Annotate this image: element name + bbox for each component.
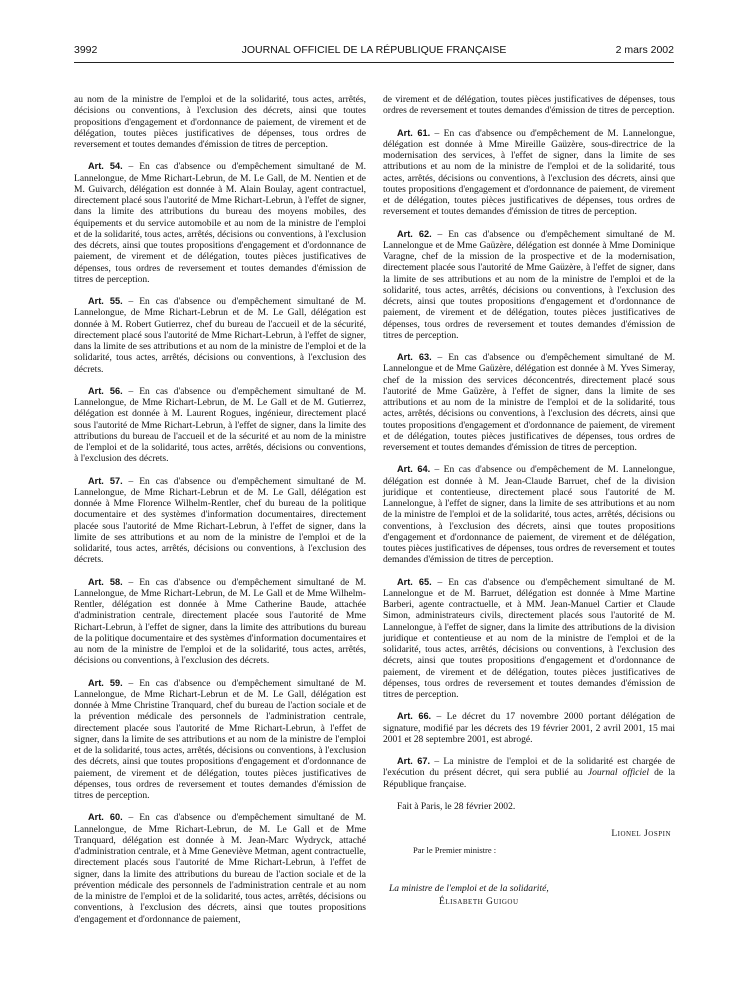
article-61: Art. 61. – En cas d'absence ou d'empêchement de M. Lannelongue, délégation est donnée à Mme Mireille Gaüzère, sous-directrice de la modernisation des services, à l'effet de signer, dans la limite de ses attributions et au nom de la ministre de l'emploi et de la solidarité, tous actes, arrêtés, décisions ou conventions, à l'exclusion des décrets, ainsi que toutes propositions d'engagement et d'ordonnance de paiement, de virement et de délégation, toutes pièces justificatives de dépenses, tous ordres de reversement et toutes demandes d'émission de titres de perception.	[383, 127, 675, 218]
left-column	[74, 94, 366, 936]
page-number: 3992	[74, 44, 98, 56]
article-label: Art. 55.	[88, 296, 123, 306]
article-label: Art. 57.	[88, 475, 123, 486]
par-le-premier-ministre: Par le Premier ministre :	[413, 845, 497, 856]
header-rule	[74, 62, 674, 63]
minister-signature: Élisabeth Guigou	[439, 895, 519, 907]
right-column	[383, 94, 675, 907]
page-header	[74, 44, 674, 60]
article-60: Art. 60. – En cas d'absence ou d'empêchement simultané de M. Lannelongue, de Mme Richart-Lebrun, de M. Le Gall et de Mme Tranquard, délégation est donnée à M. Jean-Marc Wydryck, attaché d'administration centrale, et à Mme Geneviève Metman, agent contractuelle, directement placés sous l'autorité de Mme Richart-Lebrun, à l'effet de signer, dans la limite des attributions du bureau de l'action sociale et de la prévention médicale des personnels de l'administration centrale et au nom de la ministre de l'emploi et de la solidarité, tous actes, arrêtés, décisions ou conventions, à l'exclusion des décrets, ainsi que toutes propositions d'engagement et d'ordonnance de paiement,	[74, 812, 366, 925]
article-label: Art. 67.	[397, 756, 431, 766]
article-label: Art. 56.	[88, 385, 123, 396]
article-label: Art. 66.	[397, 711, 432, 722]
article-label: Art. 62.	[397, 228, 432, 239]
article-label: Art. 58.	[88, 576, 123, 587]
article-55: Art. 55. – En cas d'absence ou d'empêchement simultané de M. Lannelongue, de Mme Richart-Lebrun et de M. Le Gall, délégation est donnée à M. Robert Gutierrez, chef du bureau de l'accueil et de la sécurité, directement placé sous l'autorité de Mme Richart-Lebrun, à l'effet de signer, dans la limite de ses attributions et au nom de la ministre de l'emploi et de la solidarité, tous actes, arrêtés, décisions ou conventions, à l'exclusion des décrets.	[74, 296, 366, 375]
article-paragraph: de virement et de délégation, toutes pièces justificatives de dépenses, tous ordres de reversement et toutes demandes d'émission de titres de perception.	[383, 94, 675, 117]
journal-officiel-italic: Journal officiel	[587, 767, 650, 779]
article-label: Art. 65.	[397, 576, 432, 587]
article-label: Art. 60.	[88, 812, 123, 823]
article-62: Art. 62. – En cas d'absence ou d'empêchement simultané de M. Lannelongue et de Mme Gaüzère, délégation est donnée à Mme Dominique Varagne, chef de la mission de la prospective et de la modernisation, directement placée sous l'autorité de Mme Gaüzère, à l'effet de signer, dans la limite de ses attributions et au nom de la ministre de l'emploi et de la solidarité, tous actes, arrêtés, décisions ou conventions, à l'exclusion des décrets, ainsi que toutes propositions d'engagement et d'ordonnance de paiement, de virement et de délégation, toutes pièces justificatives de dépenses, tous ordres de reversement et toutes demandes d'émission de titres de perception.	[383, 228, 675, 341]
issue-date: 2 mars 2002	[615, 44, 674, 56]
article-56: Art. 56. – En cas d'absence ou d'empêchement simultané de M. Lannelongue, de Mme Richart-Lebrun, de M. Le Gall et de M. Gutierrez, délégation est donnée à M. Laurent Rogues, ingénieur, directement placé sous l'autorité de Mme Richart-Lebrun, à l'effet de signer, dans la limite des attributions du bureau de l'accueil et de la sécurité et au nom de la ministre de l'emploi et de la solidarité, tous actes, arrêtés, décisions ou conventions, à l'exclusion des décrets.	[74, 385, 366, 465]
article-paragraph: au nom de la ministre de l'emploi et de la solidarité, tous actes, arrêtés, décisions ou conventions, à l'exclusion des décrets, ainsi que toutes propositions d'engagement et d'ordonnance de paiement, de virement et de délégation, toutes pièces justificatives de dépenses, tous ordres de reversement et toutes demandes d'émission de titres de perception.	[74, 94, 366, 150]
article-label: Art. 64.	[397, 464, 431, 475]
minister-title: La ministre de l'emploi et de la solidarité,	[389, 882, 549, 894]
article-54: Art. 54. – En cas d'absence ou d'empêchement simultané de M. Lannelongue, de Mme Richart-Lebrun, de M. Le Gall, de M. Nentien et de M. Guivarch, délégation est donnée à M. Alain Boulay, agent contractuel, directement placé sous l'autorité de Mme Richart-Lebrun, à l'effet de signer, dans la limite des attributions du bureau des moyens mobiles, des équipements et du service automobile et au nom de la ministre de l'emploi et de la solidarité, tous actes, arrêtés, décisions ou conventions, à l'exclusion des décrets, ainsi que toutes propositions d'engagement et d'ordonnance de paiement, de virement et de délégation, toutes pièces justificatives de dépenses, tous ordres de reversement et toutes demandes d'émission de titres de perception.	[74, 161, 366, 285]
article-label: Art. 59.	[88, 677, 123, 688]
prime-minister-signature: Lionel Jospin	[611, 828, 671, 839]
fait-a-paris: Fait à Paris, le 28 février 2002.	[397, 800, 516, 812]
journal-title: JOURNAL OFFICIEL DE LA RÉPUBLIQUE FRANÇAISE	[241, 44, 507, 56]
article-label: Art. 61.	[397, 127, 431, 138]
article-label: Art. 63.	[397, 352, 432, 362]
article-63: Art. 63. – En cas d'absence ou d'empêchement simultané de M. Lannelongue et de Mme Gaüzère, délégation est donnée à M. Yves Simeray, chef de la mission des services déconcentrés, directement placé sous l'autorité de Mme Gaüzère, à l'effet de signer, dans la limite de ses attributions et au nom de la ministre de l'emploi et de la solidarité, tous actes, arrêtés, décisions ou conventions, à l'exclusion des décrets, ainsi que toutes propositions d'engagement et d'ordonnance de paiement, de virement et de délégation, toutes pièces justificatives de dépenses, tous ordres de reversement et toutes demandes d'émission de titres de perception.	[383, 352, 675, 453]
article-66: Art. 66. – Le décret du 17 novembre 2000 portant délégation de signature, modifié par les décrets des 19 février 2001, 2 avril 2001, 15 mai 2001 et 28 septembre 2001, est abrogé.	[383, 711, 675, 745]
article-65: Art. 65. – En cas d'absence ou d'empêchement simultané de M. Lannelongue et de M. Barruet, délégation est donnée à Mme Martine Barberi, agente contractuelle, et à MM. Jean-Manuel Cartier et Claude Simon, administrateurs civils, directement placés sous l'autorité de M. Lannelongue, à l'effet de signer, dans la limite des attributions de la division juridique et contentieuse et au nom de la ministre de l'emploi et de la solidarité, tous actes, arrêtés, décisions ou conventions, à l'exclusion des décrets, ainsi que toutes propositions d'engagement et d'ordonnance de paiement, de virement et de délégation, toutes pièces justificatives de dépenses, tous ordres de reversement et toutes demandes d'émission de titres de perception.	[383, 576, 675, 700]
article-59: Art. 59. – En cas d'absence ou d'empêchement simultané de M. Lannelongue, de Mme Richart-Lebrun et de M. Le Gall, délégation est donnée à Mme Christine Tranquard, chef du bureau de l'action sociale et de la prévention médicale des personnels de l'administration centrale, directement placée sous l'autorité de Mme Richart-Lebrun, à l'effet de signer, dans la limite de ses attributions et au nom de la ministre de l'emploi et de la solidarité, tous actes, arrêtés, décisions ou conventions, à l'exclusion des décrets, ainsi que toutes propositions d'engagement et d'ordonnance de paiement, de virement et de délégation, toutes pièces justificatives de dépenses, tous ordres de reversement et toutes demandes d'émission de titres de perception.	[74, 677, 366, 801]
article-57: Art. 57. – En cas d'absence ou d'empêchement simultané de M. Lannelongue, de Mme Richart-Lebrun et de M. Le Gall, délégation est donnée à Mme Florence Wilhelm-Rentler, chef du bureau de la politique documentaire et des systèmes d'information documentaires, directement placée sous l'autorité de Mme Richart-Lebrun, à l'effet de signer, dans la limite de ses attributions et au nom de la ministre de l'emploi et de la solidarité, tous actes, arrêtés, décisions ou conventions, à l'exclusion des décrets.	[74, 475, 366, 566]
article-label: Art. 54.	[88, 161, 123, 172]
article-58: Art. 58. – En cas d'absence ou d'empêchement simultané de M. Lannelongue, de Mme Richart-Lebrun, de M. Le Gall et de Mme Wilhelm-Rentler, délégation est donnée à Mme Catherine Baude, attachée d'administration centrale, directement placée sous l'autorité de Mme Richart-Lebrun, à l'effet de signer, dans la limite des attributions du bureau de la politique documentaire et des systèmes d'information documentaires et au nom de la ministre de l'emploi et de la solidarité, tous actes, arrêtés, décisions ou conventions, à l'exclusion des décrets.	[74, 576, 366, 667]
article-64: Art. 64. – En cas d'absence ou d'empêchement de M. Lannelongue, délégation est donnée à M. Jean-Claude Barruet, chef de la division juridique et contentieuse, directement placé sous l'autorité de M. Lannelongue, à l'effet de signer, dans la limite de ses attributions et au nom de la ministre de l'emploi et de la solidarité, tous actes, arrêtés, décisions ou conventions, à l'exclusion des décrets, ainsi que toutes propositions d'engagement et d'ordonnance de paiement, de virement et de délégation, toutes pièces justificatives de dépenses, tous ordres de reversement et toutes demandes d'émission de titres de perception.	[383, 464, 675, 566]
article-67: Art. 67. – La ministre de l'emploi et de la solidarité est chargée de l'exécution du présent décret, qui sera publié au Journal officiel de la République française.	[383, 756, 675, 790]
